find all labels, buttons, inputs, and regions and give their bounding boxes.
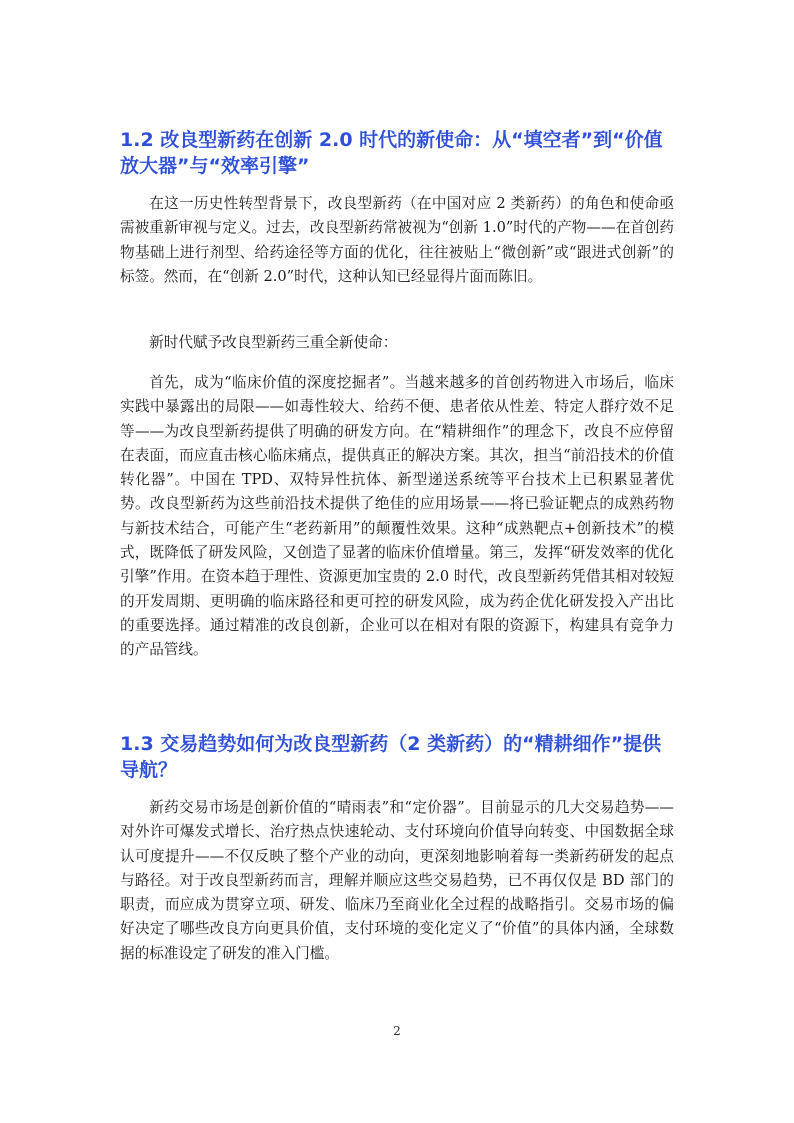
section-heading-1-2: 1.2 改良型新药在创新 2.0 时代的新使命：从“填空者”到“价值放大器”与“效率引擎” <box>120 129 663 177</box>
paragraph-context: 在这一历史性转型背景下，改良型新药（在中国对应 2 类新药）的角色和使命亟需被重新审视与定义。过去，改良型新药常被视为“创新 1.0”时代的产物——在首创药物基础上进行剂型、给药途径等方面的优化，往往被贴上“微创新”或“跟进式创新”的标签。然而，在“创新 2.0”时代，这种认知已经显得片面而陈旧。 <box>120 195 674 285</box>
page-number: 2 <box>393 1024 401 1038</box>
section-heading-1-3: 1.3 交易趋势如何为改良型新药（2 类新药）的“精耕细作”提供导航？ <box>120 733 662 781</box>
paragraph-three-missions: 首先，成为“临床价值的深度挖掘者”。当越来越多的首创药物进入市场后，临床实践中暴露出的局限——如毒性较大、给药不便、患者依从性差、特定人群疗效不足等——为改良型新药提供了明确的研发方向。在“精耕细作”的理念下，改良不应停留在表面，而应直击核心临床痛点，提供真正的解决方案。其次，担当“前沿技术的价值转化器”。中国在 TPD、双特异性抗体、新型递送系统等平台技术上已积累显著优势。改良型新药为这些前沿技术提供了绝佳的应用场景——将已验证靶点的成熟药物与新技术结合，可能产生“老药新用”的颠覆性效果。这种“成熟靶点+创新技术”的模式，既降低了研发风险，又创造了显著的临床价值增量。第三，发挥“研发效率的优化引擎”作用。在资本趋于理性、资源更加宝贵的 2.0 时代，改良型新药凭借其相对较短的开发周期、更明确的临床路径和更可控的研发风险，成为药企优化研发投入产出比的重要选择。通过精准的改良创新，企业可以在相对有限的资源下，构建具有竞争力的产品管线。 <box>120 374 674 659</box>
paragraph-three-missions-intro: 新时代赋予改良型新药三重全新使命： <box>149 334 398 351</box>
paragraph-trading-trends: 新药交易市场是创新价值的“晴雨表”和“定价器”。目前显示的几大交易趋势——对外许可爆发式增长、治疗热点快速轮动、支付环境向价值导向转变、中国数据全球认可度提升——不仅反映了整个产业的动向，更深刻地影响着每一类新药研发的起点与路径。对于改良型新药而言，理解并顺应这些交易趋势，已不再仅仅是 BD 部门的职责，而应成为贯穿立项、研发、临床乃至商业化全过程的战略指引。交易市场的偏好决定了哪些改良方向更具价值，支付环境的变化定义了“价值”的具体内涵，全球数据的标准设定了研发的准入门槛。 <box>120 799 674 962</box>
